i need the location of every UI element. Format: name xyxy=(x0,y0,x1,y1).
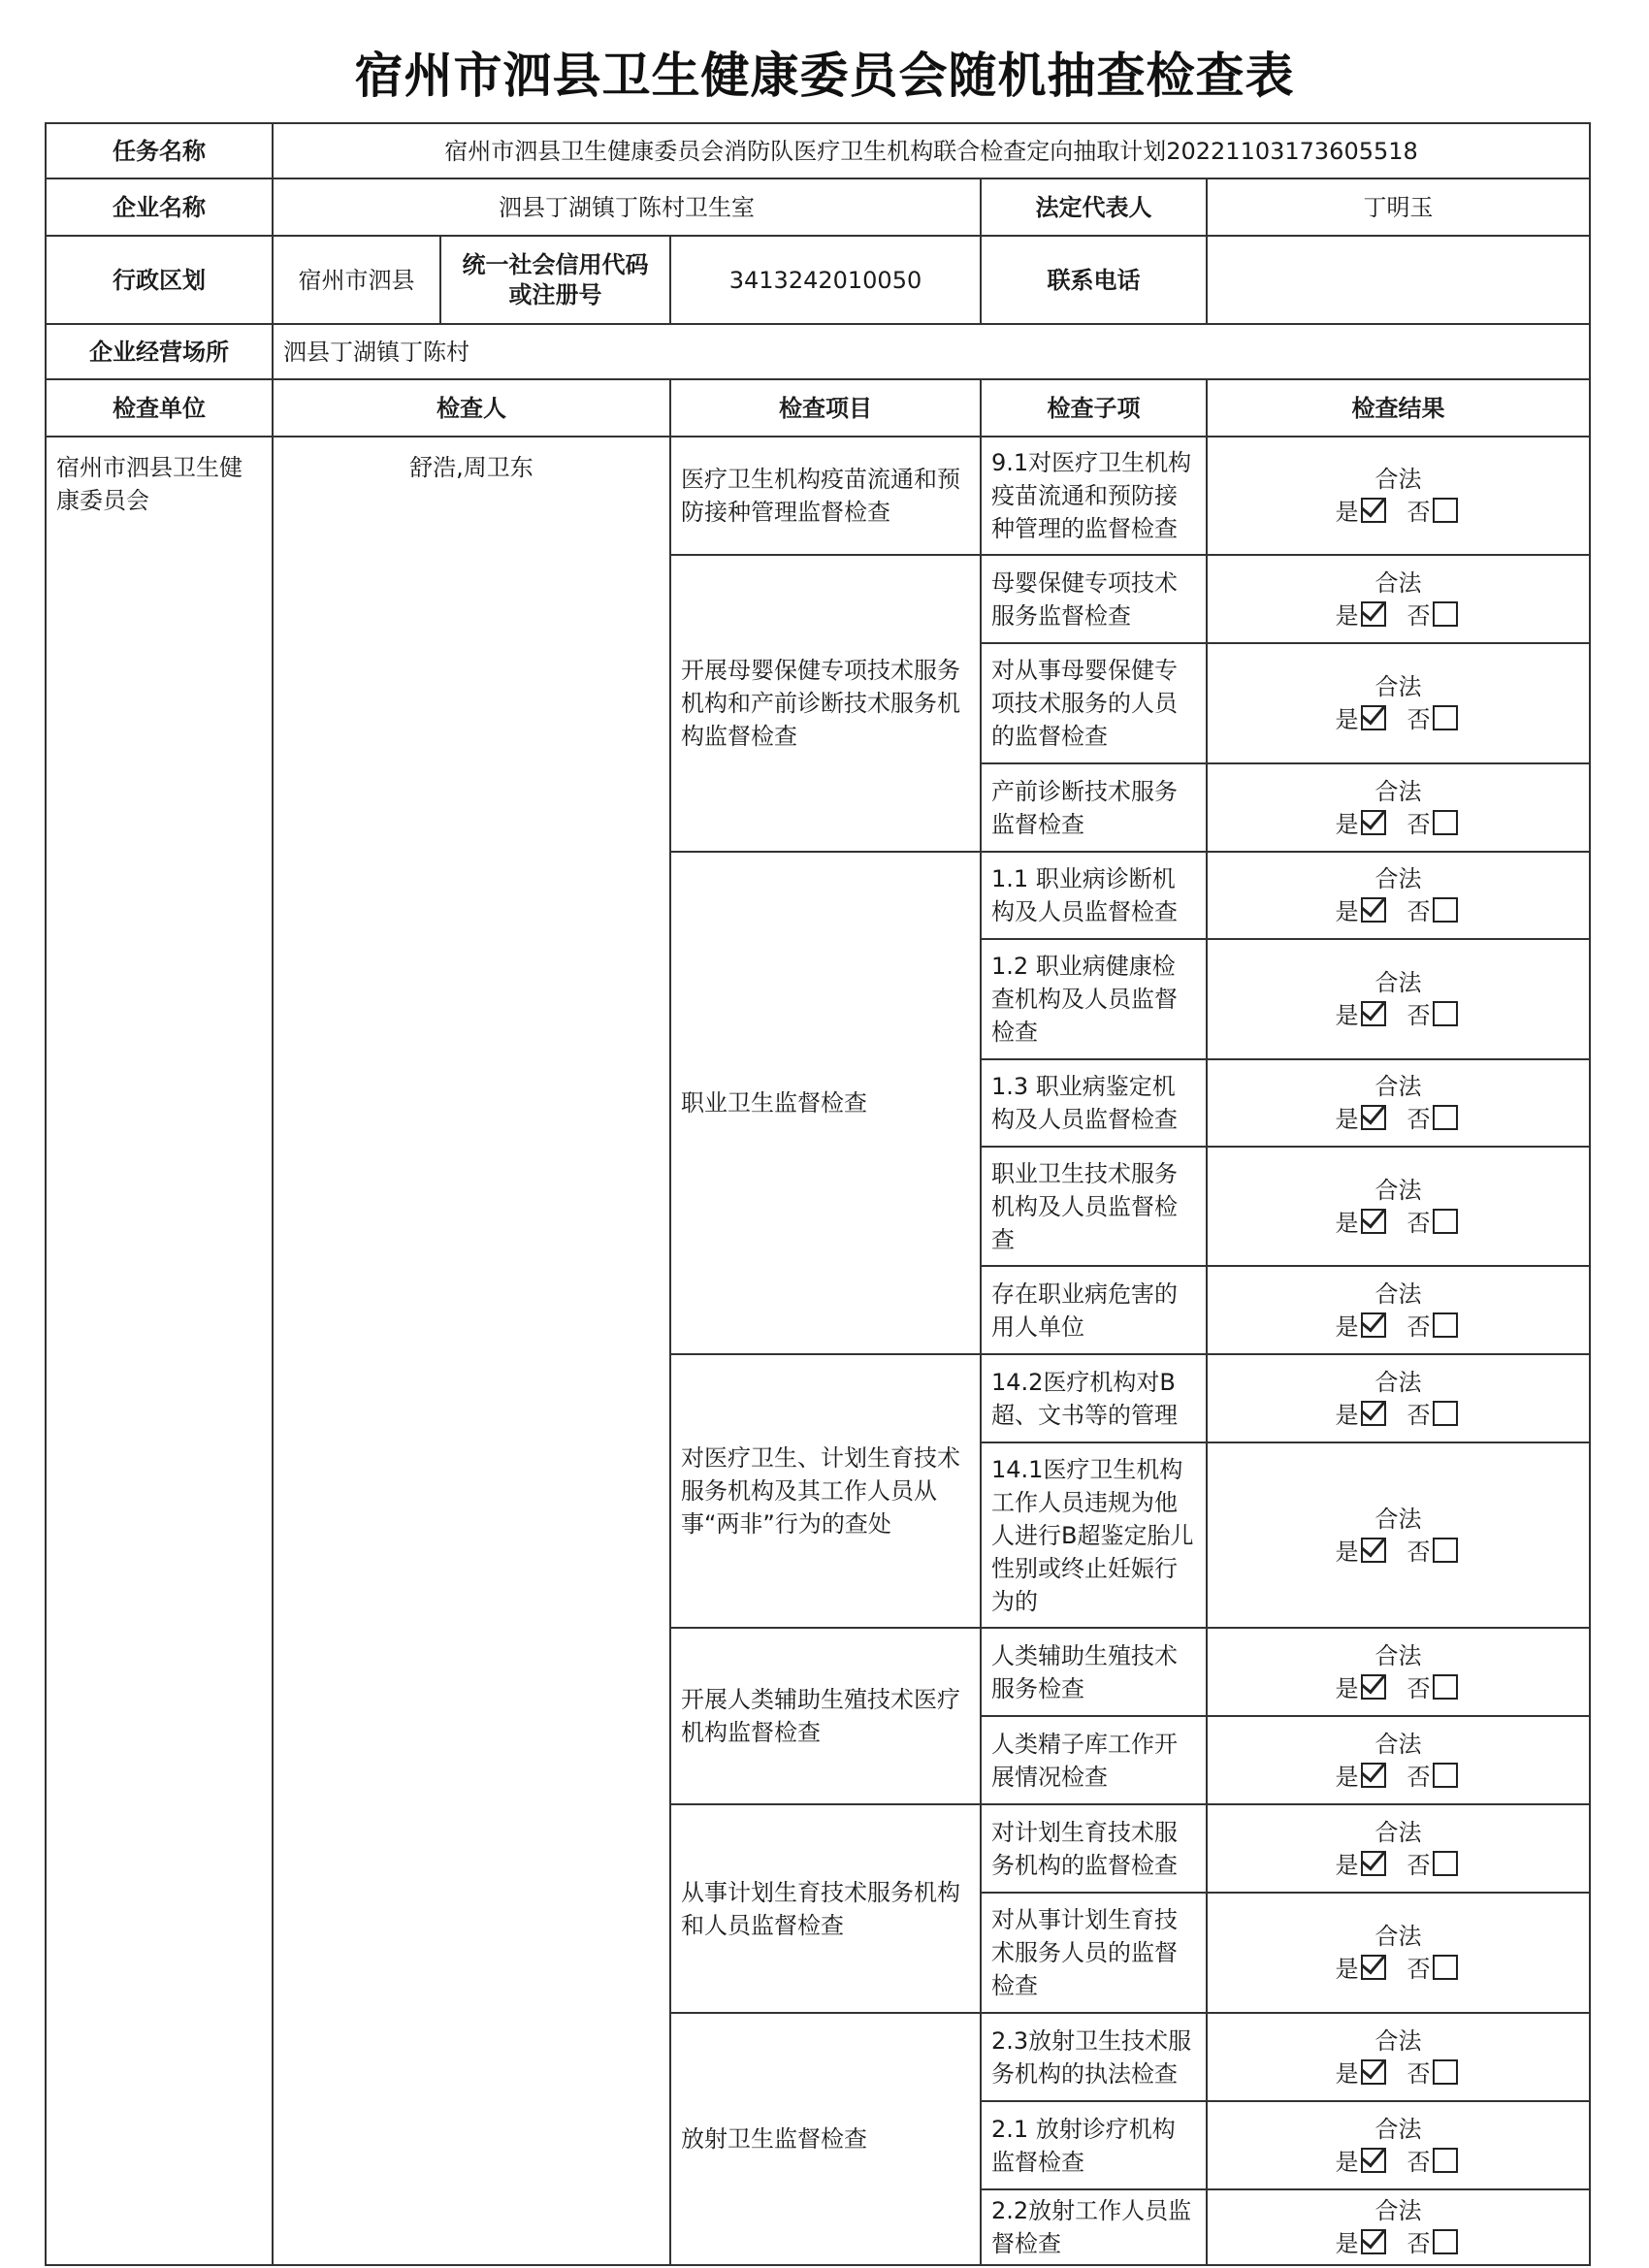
company-row xyxy=(46,178,1590,236)
no-checkbox[interactable] xyxy=(1433,897,1458,923)
result-legal-label: 合法 xyxy=(1374,1923,1422,1950)
result-options xyxy=(1336,1672,1462,1705)
no-label: 否 xyxy=(1406,2059,1431,2088)
yes-label: 是 xyxy=(1335,601,1359,630)
result-options xyxy=(1336,2227,1462,2260)
inspection-subitem: 母婴保健专项技术服务监督检查 xyxy=(981,555,1207,643)
result-legal-label: 合法 xyxy=(1374,466,1422,493)
result-options xyxy=(1336,808,1462,841)
no-label: 否 xyxy=(1406,1209,1431,1237)
yes-label: 是 xyxy=(1335,706,1359,733)
no-label: 否 xyxy=(1406,1312,1431,1341)
inspection-form-table xyxy=(45,122,1591,2266)
no-checkbox[interactable] xyxy=(1433,1538,1458,1563)
result-legal-label: 合法 xyxy=(1374,2026,1422,2055)
result-legal-label: 合法 xyxy=(1374,777,1422,805)
no-checkbox[interactable] xyxy=(1433,601,1458,627)
yes-label: 是 xyxy=(1335,1401,1359,1429)
inspection-subitem: 2.3放射卫生技术服务机构的执法检查 xyxy=(981,2013,1207,2101)
inspection-subitem: 职业卫生技术服务机构及人员监督检查 xyxy=(981,1147,1207,1266)
result-options xyxy=(1336,1311,1462,1344)
inspection-subitem: 14.1医疗卫生机构工作人员违规为他人进行B超鉴定胎儿性别或终止妊娠行为的 xyxy=(981,1442,1207,1628)
no-label: 否 xyxy=(1406,601,1431,630)
no-label: 否 xyxy=(1406,810,1431,838)
result-options xyxy=(1336,599,1462,632)
result-legal-label: 合法 xyxy=(1374,1073,1422,1100)
no-checkbox[interactable] xyxy=(1433,2059,1458,2085)
task-row xyxy=(46,123,1590,178)
result-legal-label: 合法 xyxy=(1374,865,1422,892)
no-checkbox[interactable] xyxy=(1433,498,1458,523)
yes-label: 是 xyxy=(1335,1851,1359,1879)
result-legal-label: 合法 xyxy=(1374,1280,1422,1308)
yes-checkbox[interactable] xyxy=(1361,498,1386,523)
legal-rep-label: 法定代表人 xyxy=(981,178,1207,236)
credit-code-label: 统一社会信用代码或注册号 xyxy=(440,236,670,324)
no-label: 否 xyxy=(1406,1674,1431,1702)
company-value: 泗县丁湖镇丁陈村卫生室 xyxy=(273,178,981,236)
yes-checkbox[interactable] xyxy=(1361,1401,1386,1426)
inspection-item: 放射卫生监督检查 xyxy=(670,2013,981,2265)
result-legal-label: 合法 xyxy=(1374,1641,1422,1669)
phone-value xyxy=(1207,236,1590,324)
no-checkbox[interactable] xyxy=(1433,1955,1458,1980)
table-row xyxy=(46,437,1590,555)
region-row xyxy=(46,236,1590,324)
result-cell xyxy=(1207,437,1590,555)
result-cell xyxy=(1207,1147,1590,1266)
result-options xyxy=(1336,1761,1462,1794)
result-cell xyxy=(1207,2189,1590,2265)
result-legal-label: 合法 xyxy=(1374,2197,1422,2224)
inspection-subitem: 2.2放射工作人员监督检查 xyxy=(981,2189,1207,2265)
no-label: 否 xyxy=(1406,898,1431,925)
credit-code-value: 3413242010050 xyxy=(670,236,981,324)
inspection-subitem: 9.1对医疗卫生机构疫苗流通和预防接种管理的监督检查 xyxy=(981,437,1207,555)
result-cell xyxy=(1207,555,1590,643)
no-checkbox[interactable] xyxy=(1433,2148,1458,2173)
no-label: 否 xyxy=(1406,2230,1431,2257)
yes-checkbox[interactable] xyxy=(1361,1538,1386,1563)
result-legal-label: 合法 xyxy=(1374,969,1422,996)
yes-label: 是 xyxy=(1335,2230,1359,2257)
yes-label: 是 xyxy=(1335,1956,1359,1983)
yes-checkbox[interactable] xyxy=(1361,1955,1386,1980)
result-cell xyxy=(1207,1442,1590,1628)
result-options xyxy=(1336,1536,1462,1569)
yes-label: 是 xyxy=(1335,810,1359,838)
inspection-subitem: 1.2 职业病健康检查机构及人员监督检查 xyxy=(981,939,1207,1059)
result-options xyxy=(1336,1103,1462,1136)
company-label: 企业名称 xyxy=(46,178,273,236)
region-label: 行政区划 xyxy=(46,236,273,324)
header-inspector: 检查人 xyxy=(273,379,670,437)
result-legal-label: 合法 xyxy=(1374,1176,1422,1204)
inspection-subitem: 对从事计划生育技术服务人员的监督检查 xyxy=(981,1893,1207,2013)
inspection-subitem: 人类精子库工作开展情况检查 xyxy=(981,1716,1207,1804)
no-checkbox[interactable] xyxy=(1433,2229,1458,2254)
result-options xyxy=(1336,496,1462,529)
yes-checkbox[interactable] xyxy=(1361,1209,1386,1234)
no-checkbox[interactable] xyxy=(1433,1401,1458,1426)
result-options xyxy=(1336,1399,1462,1432)
address-row xyxy=(46,324,1590,379)
no-checkbox[interactable] xyxy=(1433,1209,1458,1234)
no-checkbox[interactable] xyxy=(1433,1851,1458,1876)
no-label: 否 xyxy=(1406,706,1431,733)
header-result: 检查结果 xyxy=(1207,379,1590,437)
yes-checkbox[interactable] xyxy=(1361,1763,1386,1788)
result-legal-label: 合法 xyxy=(1374,1368,1422,1396)
no-checkbox[interactable] xyxy=(1433,810,1458,835)
result-options xyxy=(1336,999,1462,1032)
yes-label: 是 xyxy=(1335,2059,1359,2088)
inspector-names: 舒浩,周卫东 xyxy=(273,437,670,2265)
no-label: 否 xyxy=(1406,1106,1431,1133)
no-checkbox[interactable] xyxy=(1433,705,1458,730)
task-value: 宿州市泗县卫生健康委员会消防队医疗卫生机构联合检查定向抽取计划20221103173605518 xyxy=(273,123,1590,178)
result-legal-label: 合法 xyxy=(1374,2115,1422,2143)
yes-checkbox[interactable] xyxy=(1361,705,1386,730)
legal-rep-value: 丁明玉 xyxy=(1207,178,1590,236)
result-cell xyxy=(1207,1354,1590,1442)
result-options xyxy=(1336,2146,1462,2179)
result-options xyxy=(1336,703,1462,736)
inspection-subitem: 存在职业病危害的用人单位 xyxy=(981,1266,1207,1354)
yes-checkbox[interactable] xyxy=(1361,1851,1386,1876)
inspection-subitem: 对计划生育技术服务机构的监督检查 xyxy=(981,1804,1207,1893)
yes-checkbox[interactable] xyxy=(1361,1001,1386,1026)
inspection-item: 开展母婴保健专项技术服务机构和产前诊断技术服务机构监督检查 xyxy=(670,555,981,852)
result-cell xyxy=(1207,763,1590,852)
result-legal-label: 合法 xyxy=(1374,1505,1422,1533)
inspection-subitem: 1.1 职业病诊断机构及人员监督检查 xyxy=(981,852,1207,939)
yes-checkbox[interactable] xyxy=(1361,2229,1386,2254)
yes-checkbox[interactable] xyxy=(1361,1312,1386,1338)
yes-checkbox[interactable] xyxy=(1361,1674,1386,1700)
inspection-item: 从事计划生育技术服务机构和人员监督检查 xyxy=(670,1804,981,2013)
no-label: 否 xyxy=(1406,1538,1431,1566)
yes-label: 是 xyxy=(1335,898,1359,925)
inspection-subitem: 对从事母婴保健专项技术服务的人员的监督检查 xyxy=(981,643,1207,763)
result-cell xyxy=(1207,1893,1590,2013)
yes-label: 是 xyxy=(1335,1538,1359,1566)
result-options xyxy=(1336,1953,1462,1986)
region-value: 宿州市泗县 xyxy=(273,236,440,324)
yes-checkbox[interactable] xyxy=(1361,1105,1386,1130)
no-label: 否 xyxy=(1406,1002,1431,1029)
inspection-subitem: 14.2医疗机构对B超、文书等的管理 xyxy=(981,1354,1207,1442)
no-checkbox[interactable] xyxy=(1433,1763,1458,1788)
no-label: 否 xyxy=(1406,1763,1431,1791)
result-options xyxy=(1336,1207,1462,1240)
result-cell xyxy=(1207,939,1590,1059)
task-label: 任务名称 xyxy=(46,123,273,178)
result-cell xyxy=(1207,2013,1590,2101)
inspection-item: 对医疗卫生、计划生育技术服务机构及其工作人员从事“两非”行为的查处 xyxy=(670,1354,981,1628)
result-cell xyxy=(1207,1716,1590,1804)
no-checkbox[interactable] xyxy=(1433,1312,1458,1338)
result-cell xyxy=(1207,643,1590,763)
column-header-row xyxy=(46,379,1590,437)
no-label: 否 xyxy=(1406,1851,1431,1879)
result-cell xyxy=(1207,852,1590,939)
result-legal-label: 合法 xyxy=(1374,1730,1422,1758)
form-title: 宿州市泗县卫生健康委员会随机抽查检查表 xyxy=(354,48,1295,104)
inspection-item: 职业卫生监督检查 xyxy=(670,852,981,1354)
result-cell xyxy=(1207,1266,1590,1354)
yes-checkbox[interactable] xyxy=(1361,897,1386,923)
result-cell xyxy=(1207,2101,1590,2189)
yes-label: 是 xyxy=(1335,499,1359,526)
result-options xyxy=(1336,1849,1462,1882)
inspection-unit: 宿州市泗县卫生健康委员会 xyxy=(46,437,273,2265)
no-checkbox[interactable] xyxy=(1433,1105,1458,1130)
result-cell xyxy=(1207,1628,1590,1716)
header-item: 检查项目 xyxy=(670,379,981,437)
yes-label: 是 xyxy=(1335,2148,1359,2176)
yes-label: 是 xyxy=(1335,1002,1359,1029)
result-legal-label: 合法 xyxy=(1374,1818,1422,1846)
inspection-subitem: 2.1 放射诊疗机构监督检查 xyxy=(981,2101,1207,2189)
inspection-subitem: 产前诊断技术服务监督检查 xyxy=(981,763,1207,852)
no-checkbox[interactable] xyxy=(1433,1001,1458,1026)
yes-label: 是 xyxy=(1335,1674,1359,1702)
yes-checkbox[interactable] xyxy=(1361,601,1386,627)
header-subitem: 检查子项 xyxy=(981,379,1207,437)
inspection-item: 医疗卫生机构疫苗流通和预防接种管理监督检查 xyxy=(670,437,981,555)
yes-checkbox[interactable] xyxy=(1361,2148,1386,2173)
no-label: 否 xyxy=(1406,499,1431,526)
phone-label: 联系电话 xyxy=(981,236,1207,324)
result-legal-label: 合法 xyxy=(1374,673,1422,700)
yes-checkbox[interactable] xyxy=(1361,2059,1386,2085)
inspection-subitem: 1.3 职业病鉴定机构及人员监督检查 xyxy=(981,1059,1207,1147)
result-cell xyxy=(1207,1804,1590,1893)
yes-checkbox[interactable] xyxy=(1361,810,1386,835)
result-legal-label: 合法 xyxy=(1374,568,1422,597)
yes-label: 是 xyxy=(1335,1763,1359,1791)
inspection-rows xyxy=(46,437,1590,2265)
yes-label: 是 xyxy=(1335,1312,1359,1341)
address-label: 企业经营场所 xyxy=(46,324,273,379)
inspection-subitem: 人类辅助生殖技术服务检查 xyxy=(981,1628,1207,1716)
no-label: 否 xyxy=(1406,2148,1431,2176)
result-options xyxy=(1336,2057,1462,2090)
yes-label: 是 xyxy=(1335,1209,1359,1237)
yes-label: 是 xyxy=(1335,1106,1359,1133)
header-unit: 检查单位 xyxy=(46,379,273,437)
result-options xyxy=(1336,895,1462,928)
address-value: 泗县丁湖镇丁陈村 xyxy=(273,324,1590,379)
no-label: 否 xyxy=(1406,1401,1431,1429)
no-checkbox[interactable] xyxy=(1433,1674,1458,1700)
no-label: 否 xyxy=(1406,1956,1431,1983)
inspection-item: 开展人类辅助生殖技术医疗机构监督检查 xyxy=(670,1628,981,1804)
result-cell xyxy=(1207,1059,1590,1147)
